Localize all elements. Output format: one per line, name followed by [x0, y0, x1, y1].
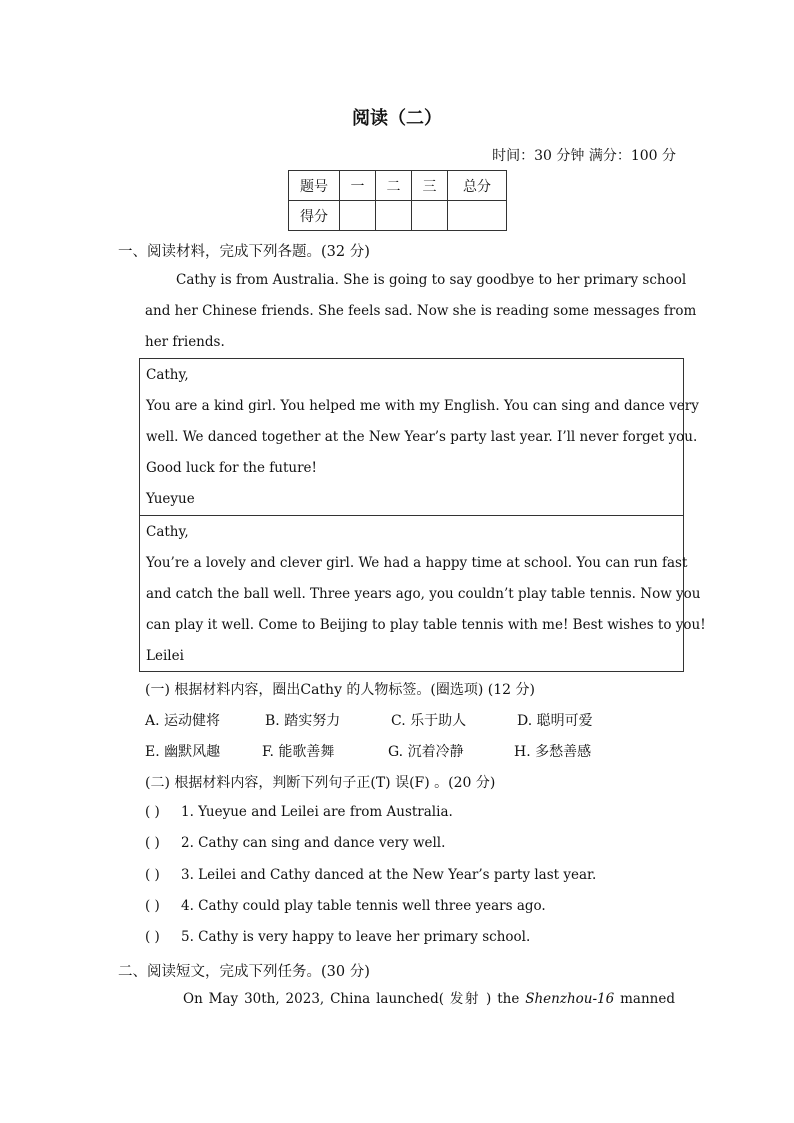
section1-heading: 一、阅读材料，完成下列各题。(32 分) [118, 244, 370, 260]
score-cell: 二 [376, 171, 412, 201]
score-cell: 一 [340, 171, 376, 201]
intro-line: Cathy is from Australia. She is going to say goodbye to her primary school [176, 272, 687, 288]
score-cell: 三 [412, 171, 448, 201]
message-signature: Yueyue [146, 491, 195, 507]
page-title: 阅读（二） [352, 108, 442, 129]
intro-line: her friends. [145, 334, 225, 350]
question-text: 4. Cathy could play table tennis well three years ago. [181, 898, 546, 914]
score-table [288, 170, 507, 231]
message-line: can play it well. Come to Beijing to play table tennis with me! Best wishes to you! [146, 617, 706, 633]
score-cell: 题号 [289, 171, 340, 201]
tf-question-1 [145, 804, 453, 820]
option-g[interactable]: G. 沉着冷静 [388, 744, 464, 760]
option-h[interactable]: H. 多愁善感 [514, 744, 592, 760]
score-cell [376, 201, 412, 231]
message-line: You’re a lovely and clever girl. We had a happy time at school. You can run fast [146, 555, 688, 571]
message-line: and catch the ball well. Three years ago, you couldn’t play table tennis. Now you [146, 586, 701, 602]
message-line: Good luck for the future! [146, 460, 317, 476]
question-text: 1. Yueyue and Leilei are from Australia. [181, 804, 453, 820]
score-cell: 得分 [289, 201, 340, 231]
option-f[interactable]: F. 能歌善舞 [262, 744, 335, 760]
time-info: 时间：30 分钟 满分：100 分 [492, 148, 676, 164]
answer-blank[interactable]: ( ) [145, 898, 160, 914]
message-line: well. We danced together at the New Year’s party last year. I’ll never forget you. [146, 429, 698, 445]
answer-blank[interactable]: ( ) [145, 804, 160, 820]
text-run: manned [620, 991, 675, 1007]
answer-blank[interactable]: ( ) [145, 835, 160, 851]
option-c[interactable]: C. 乐于助人 [391, 713, 467, 729]
option-b[interactable]: B. 踏实努力 [265, 713, 341, 729]
part2-heading: (二) 根据材料内容，判断下列句子正(T) 误(F) 。(20 分) [145, 775, 496, 791]
tf-question-5 [145, 929, 530, 945]
score-table-header-row [289, 171, 507, 201]
message-line: Cathy, [146, 367, 189, 383]
question-text: 3. Leilei and Cathy danced at the New Year’s party last year. [181, 867, 597, 883]
answer-blank[interactable]: ( ) [145, 929, 160, 945]
section2-heading: 二、阅读短文，完成下列任务。(30 分) [118, 964, 370, 980]
option-e[interactable]: E. 幽默风趣 [145, 744, 221, 760]
message-line: Cathy, [146, 524, 189, 540]
score-cell [448, 201, 507, 231]
score-cell: 总分 [448, 171, 507, 201]
tf-question-4 [145, 898, 546, 914]
question-text: 2. Cathy can sing and dance very well. [181, 835, 446, 851]
answer-blank[interactable]: ( ) [145, 867, 160, 883]
part1-heading: (一) 根据材料内容，圈出Cathy 的人物标签。(圈选项) (12 分) [145, 682, 535, 698]
option-a[interactable]: A. 运动健将 [145, 713, 221, 729]
tf-question-3 [145, 867, 596, 883]
message-signature: Leilei [146, 648, 184, 664]
spacecraft-name: Shenzhou-16 [525, 991, 615, 1007]
score-table-score-row [289, 201, 507, 231]
message-line: You are a kind girl. You helped me with my English. You can sing and dance very [146, 398, 699, 414]
score-cell [412, 201, 448, 231]
message-box-leilei [139, 515, 706, 672]
intro-line: and her Chinese friends. She feels sad. Now she is reading some messages from [145, 303, 697, 319]
question-text: 5. Cathy is very happy to leave her primary school. [181, 929, 531, 945]
tf-question-2 [145, 835, 445, 851]
section2-first-line [183, 984, 675, 1015]
option-d[interactable]: D. 聪明可爱 [517, 713, 593, 729]
score-cell [340, 201, 376, 231]
message-box-yueyue [139, 358, 699, 516]
text-run: On May 30th, 2023, China launched( 发射 ) the [183, 991, 520, 1007]
